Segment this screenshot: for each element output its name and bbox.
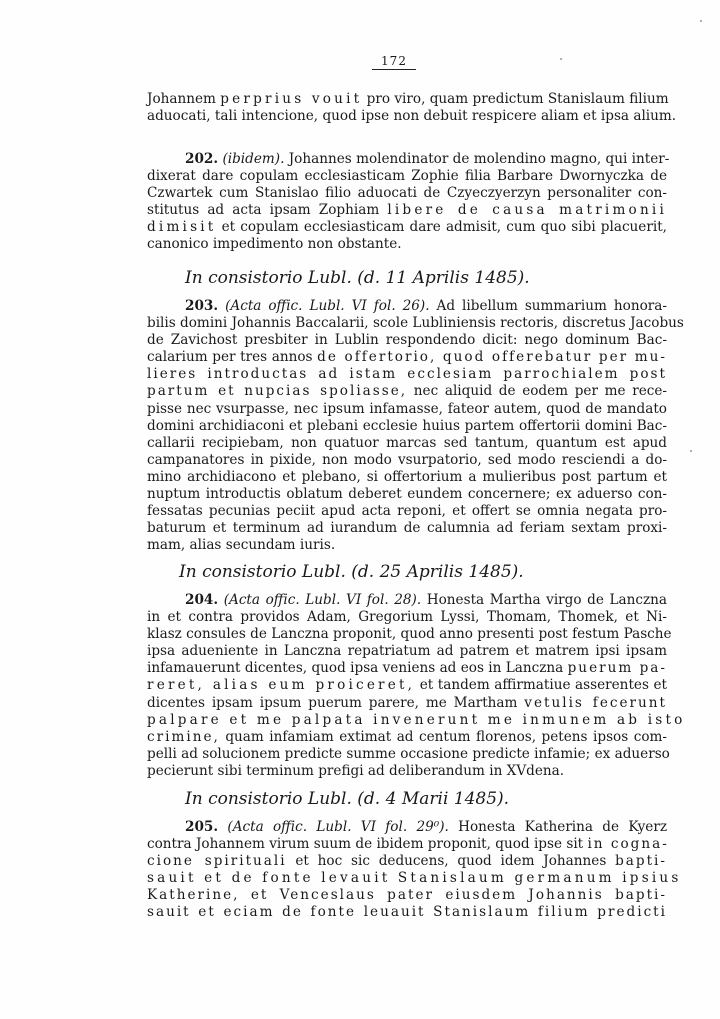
text-line: 203. (Acta offic. Lubl. VI fol. 26). Ad libellum summarium honora- <box>185 298 667 314</box>
text-line: pecierunt sibi terminum prefigi ad deliberandum in XVdena. <box>147 762 565 779</box>
text-line: 204. (Acta offic. Lubl. VI fol. 28). Honesta Martha virgo de Lanczna <box>185 592 668 608</box>
text-line: contra Johannem virum suum de ibidem proponit, quod ipse sit in cogna- <box>147 836 669 853</box>
text-line: Johannem perprius vouit pro viro, quam predictum Stanislaum filium <box>147 91 669 107</box>
entry-number: 205. <box>185 819 219 835</box>
text-line: baturum et terminum ad iurandum de calumnia ad feriam sextam proxi- <box>147 520 667 537</box>
text-line: callarii recipiebam, non quatuor marcas sed tantum, quantum est apud <box>147 434 667 451</box>
text-line: stitutus ad acta ipsam Zophiam libere de causa matrimonii <box>147 202 667 219</box>
text-line: campanatores in pixide, non modo vsurpatorio, sed modo resciendi a do- <box>147 451 667 468</box>
text-line: domini archidiaconi et plebani ecclesie huius partem offertorii domini Bac- <box>147 417 667 434</box>
text-line: cione spirituali et hoc sic deducens, quod idem Johannes bapti- <box>147 853 667 870</box>
scan-speck <box>700 20 702 22</box>
text-line: lieres introductas ad istam ecclesiam parrochialem post <box>147 366 667 383</box>
continuation-paragraph <box>147 91 677 125</box>
entry-source: (ibidem). <box>222 151 285 167</box>
entry-202 <box>147 151 670 254</box>
entry-number: 202. <box>185 151 219 167</box>
text-line: dixerat dare copulam ecclesiasticam Zophie filia Barbare Dwornyczka de <box>147 168 667 185</box>
text-line: ipsa adueniente in Lanczna repatriatum ad patrem et matrem ipsi ipsam <box>147 643 667 660</box>
entry-source: (Acta offic. Lubl. VI fol. 29⁰). <box>227 819 449 835</box>
text-line: Katherine, et Venceslaus pater eiusdem Johannis bapti- <box>147 887 667 904</box>
text-line: Czwartek cum Stanislao filio aduocati de Czyeczyerzyn personaliter con- <box>147 185 667 202</box>
text-line: 205. (Acta offic. Lubl. VI fol. 29⁰). Honesta Katherina de Kyerz <box>185 819 668 835</box>
text-line: calarium per tres annos de offertorio, quod offerebatur per mu- <box>147 349 667 366</box>
text-line: 202. (ibidem). Johannes molendinator de molendino magno, qui inter- <box>185 151 670 167</box>
entry-number: 204. <box>185 592 219 608</box>
scan-speck <box>690 450 692 452</box>
text-line: mam, alias secundam iuris. <box>147 537 336 554</box>
text-line: klasz consules de Lanczna proponit, quod anno presenti post festum Pasche <box>147 626 672 643</box>
text-line: aduocati, tali intencione, quod ipse non debuit respicere aliam et ipsa alium. <box>147 108 677 125</box>
text-line: in et contra providos Adam, Gregorium Lyssi, Thomam, Thomek, et Ni- <box>147 609 667 626</box>
text-line: palpare et me palpata invenerunt me inmunem ab isto <box>147 711 686 728</box>
text-line: nuptum introductis oblatum deberet eundem concernere; ex aduerso con- <box>147 486 667 503</box>
text-line: fessatas pecunias peciit apud acta reponi, et offert se omnia negata pro- <box>147 503 667 520</box>
text-line: reret, alias eum proiceret, et tandem affirmatiue asserentes et <box>147 677 667 694</box>
text-line: pelli ad solucionem predicte summe occasione predicte infamie; ex aduerso <box>147 745 670 762</box>
text-line: dicentes ipsam ipsum puerum parere, me Martham vetulis fecerunt <box>147 694 667 711</box>
text-line: de Zavichost presbiter in Lublin respondendo dicit: nego dominum Bac- <box>147 332 667 349</box>
text-line: dimisit et copulam ecclesiasticam dare admisit, cum quo sibi placuerit, <box>147 219 667 236</box>
text-line: sauit et de fonte levauit Stanislaum germanum ipsius <box>147 870 682 887</box>
text-line: crimine, quam infamiam extimat ad centum florenos, petens ipsos com- <box>147 728 667 745</box>
text-line: pisse nec vsurpasse, nec ipsum infamasse, fateor autem, quod de mandato <box>147 400 667 417</box>
scan-speck <box>560 58 562 60</box>
section-heading: In consistorio Lubl. (d. 25 Aprilis 1485). <box>179 562 524 582</box>
section-heading: In consistorio Lubl. (d. 11 Aprilis 1485). <box>185 268 530 288</box>
text-line: bilis domini Johannis Baccalarii, scole Lubliniensis rectoris, discretus Jacobus <box>147 315 684 332</box>
text-line: sauit et eciam de fonte leuauit Stanislaum filium predicti <box>147 904 667 921</box>
section-heading: In consistorio Lubl. (d. 4 Marii 1485). <box>185 789 510 809</box>
entry-source: (Acta offic. Lubl. VI fol. 26). <box>225 298 430 314</box>
text-line: infamauerunt dicentes, quod ipsa veniens ad eos in Lanczna puerum pa- <box>147 660 667 677</box>
entry-number: 203. <box>185 298 219 314</box>
text-line: partum et nupcias spoliasse, nec aliquid de eodem per me rece- <box>147 383 667 400</box>
text-line: canonico impedimento non obstante. <box>147 236 402 253</box>
entry-source: (Acta offic. Lubl. VI fol. 28). <box>223 592 422 608</box>
text-line: mino archidiacono et plebano, si offertorium a mulieribus post partum et <box>147 468 667 485</box>
page-number: 172 <box>372 54 416 70</box>
